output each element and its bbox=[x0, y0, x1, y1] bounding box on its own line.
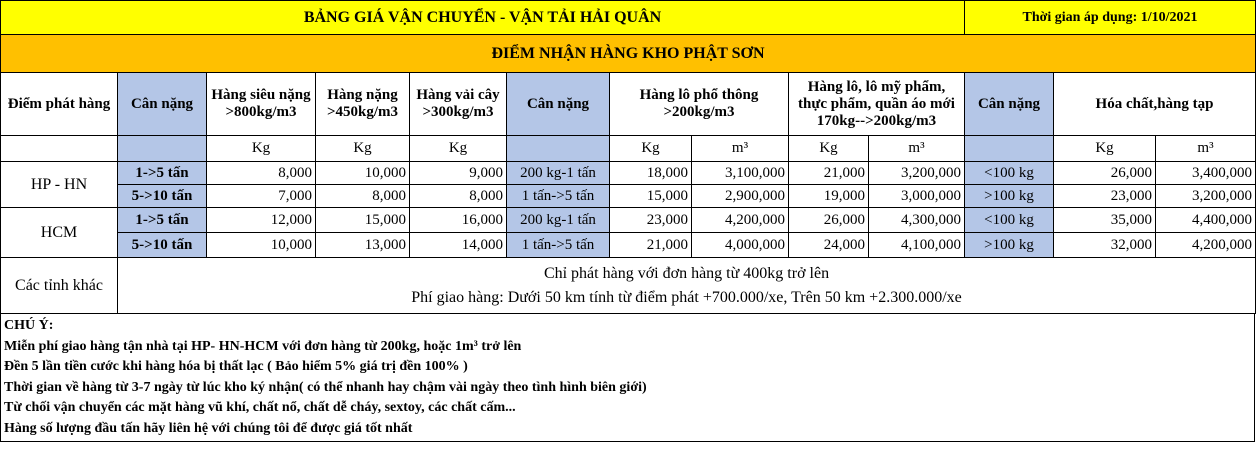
weight-range: >100 kg bbox=[965, 233, 1054, 258]
price-cell: 13,000 bbox=[316, 233, 410, 258]
price-cell: 24,000 bbox=[789, 233, 869, 258]
price-cell: 3,200,000 bbox=[869, 162, 965, 185]
table-row bbox=[1, 233, 1256, 258]
price-cell: 2,900,000 bbox=[692, 185, 789, 208]
header-heavy: Hàng nặng >450kg/m3 bbox=[316, 73, 410, 136]
notes-heading: CHÚ Ý: bbox=[4, 318, 54, 333]
pickup-point-title: ĐIỂM NHẬN HÀNG KHO PHẬT SƠN bbox=[1, 35, 1256, 73]
weight-range: 5->10 tấn bbox=[118, 233, 207, 258]
price-cell: 3,000,000 bbox=[869, 185, 965, 208]
unit-m3: m³ bbox=[1156, 136, 1256, 162]
weight-range: 1 tấn->5 tấn bbox=[507, 185, 610, 208]
price-cell: 14,000 bbox=[410, 233, 507, 258]
price-cell: 26,000 bbox=[789, 208, 869, 233]
price-cell: 18,000 bbox=[610, 162, 692, 185]
unit-kg: Kg bbox=[1054, 136, 1156, 162]
weight-range: <100 kg bbox=[965, 208, 1054, 233]
price-cell: 21,000 bbox=[789, 162, 869, 185]
other-provinces-label: Các tỉnh khác bbox=[1, 258, 118, 314]
page-title: BẢNG GIÁ VẬN CHUYỂN - VẬN TẢI HẢI QUÂN bbox=[1, 1, 965, 35]
price-cell: 9,000 bbox=[410, 162, 507, 185]
min-order-text: Chỉ phát hàng với đơn hàng từ 400kg trở lên bbox=[543, 264, 830, 282]
price-cell: 12,000 bbox=[207, 208, 316, 233]
header-weight-1: Cân nặng bbox=[118, 73, 207, 136]
note-item: Đền 5 lần tiền cước khi hàng hóa bị thất lạc ( Bảo hiểm 5% giá trị đền 100% ) bbox=[4, 359, 468, 374]
table-row bbox=[1, 162, 1256, 185]
price-cell: 23,000 bbox=[610, 208, 692, 233]
price-cell: 4,100,000 bbox=[869, 233, 965, 258]
unit-m3: m³ bbox=[692, 136, 789, 162]
price-cell: 16,000 bbox=[410, 208, 507, 233]
price-cell: 3,100,000 bbox=[692, 162, 789, 185]
price-cell: 10,000 bbox=[316, 162, 410, 185]
header-cosmetics-food: Hàng lô, lô mỹ phẩm, thực phẩm, quần áo mới 170kg-->200kg/m3 bbox=[789, 73, 965, 136]
price-cell: 15,000 bbox=[610, 185, 692, 208]
price-cell: 8,000 bbox=[410, 185, 507, 208]
notes-section bbox=[0, 314, 1255, 442]
origin-label: HCM bbox=[1, 208, 118, 258]
price-cell: 8,000 bbox=[316, 185, 410, 208]
price-cell: 19,000 bbox=[789, 185, 869, 208]
price-cell: 8,000 bbox=[207, 162, 316, 185]
note-item: Miễn phí giao hàng tận nhà tại HP- HN-HCM với đơn hàng từ 200kg, hoặc 1m³ trở lên bbox=[4, 338, 522, 354]
weight-range: 1 tấn->5 tấn bbox=[507, 233, 610, 258]
weight-range: 1->5 tấn bbox=[118, 162, 207, 185]
other-provinces-info bbox=[118, 258, 1256, 314]
weight-range: 200 kg-1 tấn bbox=[507, 162, 610, 185]
table-row bbox=[1, 185, 1256, 208]
effective-date: Thời gian áp dụng: 1/10/2021 bbox=[965, 1, 1256, 35]
price-cell: 4,300,000 bbox=[869, 208, 965, 233]
delivery-fee-text: Phí giao hàng: Dưới 50 km tính từ điểm phát +700.000/xe, Trên 50 km +2.300.000/xe bbox=[411, 288, 962, 306]
price-cell: 4,000,000 bbox=[692, 233, 789, 258]
price-cell: 4,400,000 bbox=[1156, 208, 1256, 233]
header-chemicals: Hóa chất,hàng tạp bbox=[1054, 73, 1256, 136]
header-super-heavy: Hàng siêu nặng >800kg/m3 bbox=[207, 73, 316, 136]
unit-kg: Kg bbox=[610, 136, 692, 162]
price-cell: 7,000 bbox=[207, 185, 316, 208]
unit-kg: Kg bbox=[207, 136, 316, 162]
header-fabric: Hàng vải cây >300kg/m3 bbox=[410, 73, 507, 136]
price-cell: 15,000 bbox=[316, 208, 410, 233]
header-weight-2: Cân nặng bbox=[507, 73, 610, 136]
weight-range: >100 kg bbox=[965, 185, 1054, 208]
weight-range: 5->10 tấn bbox=[118, 185, 207, 208]
origin-label: HP - HN bbox=[1, 162, 118, 208]
note-item: Thời gian về hàng từ 3-7 ngày từ lúc kho ký nhận( có thể nhanh hay chậm vài ngày theo tình hình biên giới) bbox=[4, 379, 647, 395]
price-cell: 4,200,000 bbox=[1156, 233, 1256, 258]
price-cell: 23,000 bbox=[1054, 185, 1156, 208]
price-cell: 3,200,000 bbox=[1156, 185, 1256, 208]
note-item: Từ chối vận chuyển các mặt hàng vũ khí, chất nổ, chất dễ cháy, sextoy, các chất cấm... bbox=[4, 400, 516, 415]
price-cell: 35,000 bbox=[1054, 208, 1156, 233]
price-cell: 26,000 bbox=[1054, 162, 1156, 185]
unit-m3: m³ bbox=[869, 136, 965, 162]
weight-range: 1->5 tấn bbox=[118, 208, 207, 233]
price-cell: 32,000 bbox=[1054, 233, 1156, 258]
table-row bbox=[1, 208, 1256, 233]
price-cell: 21,000 bbox=[610, 233, 692, 258]
note-item: Hàng số lượng đầu tấn hãy liên hệ với chúng tôi để được giá tốt nhất bbox=[4, 420, 413, 436]
unit-kg: Kg bbox=[789, 136, 869, 162]
header-general-goods: Hàng lô phổ thông >200kg/m3 bbox=[610, 73, 789, 136]
header-origin: Điểm phát hàng bbox=[1, 73, 118, 136]
price-cell: 3,400,000 bbox=[1156, 162, 1256, 185]
price-cell: 10,000 bbox=[207, 233, 316, 258]
header-weight-3: Cân nặng bbox=[965, 73, 1054, 136]
price-cell: 4,200,000 bbox=[692, 208, 789, 233]
unit-kg: Kg bbox=[410, 136, 507, 162]
weight-range: <100 kg bbox=[965, 162, 1054, 185]
weight-range: 200 kg-1 tấn bbox=[507, 208, 610, 233]
unit-kg: Kg bbox=[316, 136, 410, 162]
